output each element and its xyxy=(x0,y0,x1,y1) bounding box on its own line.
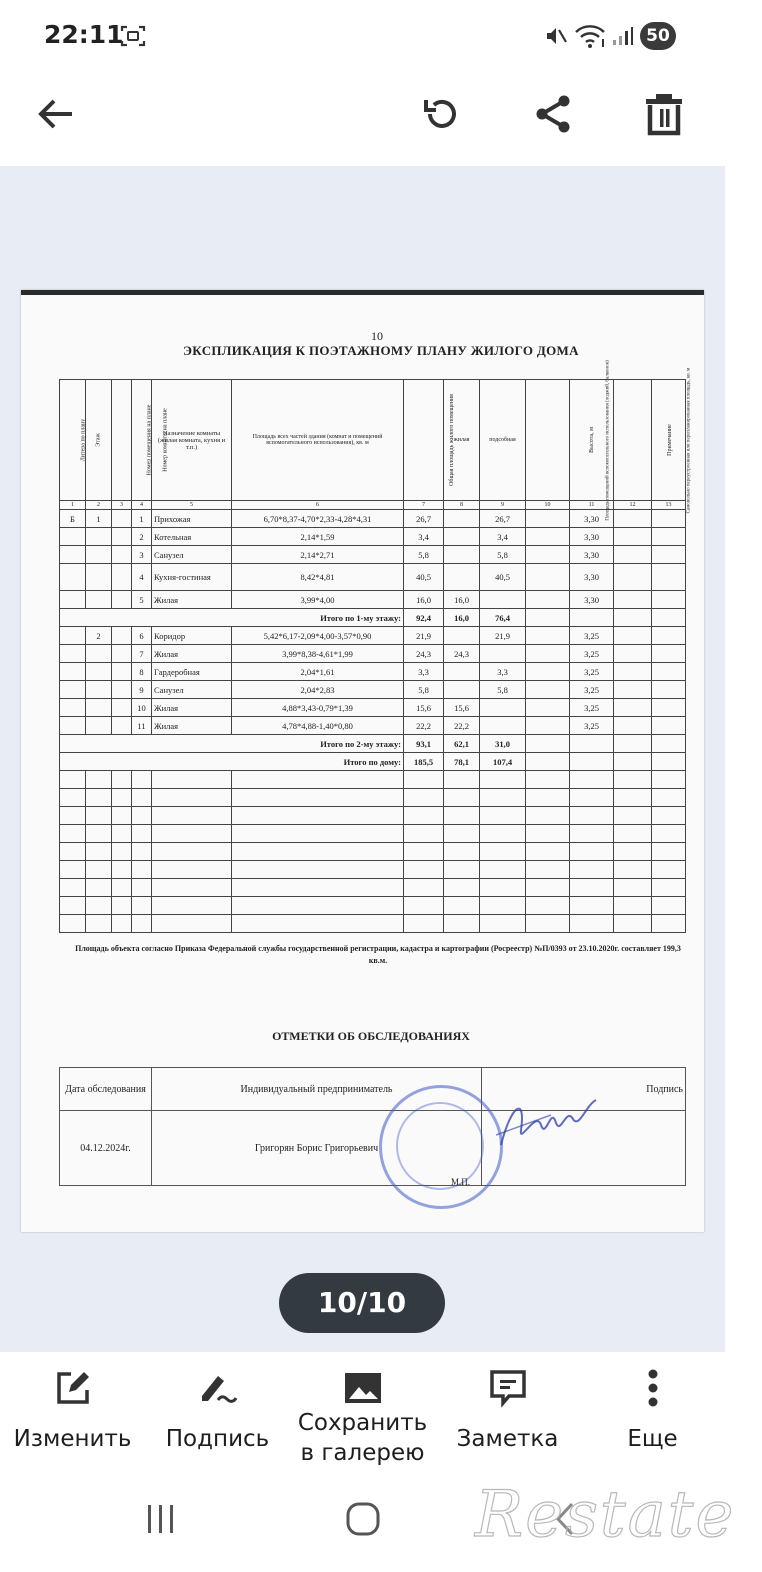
cell-height: 3,25 xyxy=(570,663,614,681)
table-row xyxy=(60,546,686,564)
column-number: 9 xyxy=(480,501,526,510)
cell-living xyxy=(444,681,480,699)
cell-litera: Б xyxy=(60,510,86,528)
cell-height: 3,25 xyxy=(570,699,614,717)
cell-floor xyxy=(86,546,112,564)
cell-floor: 1 xyxy=(86,510,112,528)
cell-formula: 2,04*1,61 xyxy=(232,663,404,681)
edit-label: Изменить xyxy=(13,1426,132,1452)
cell-empty xyxy=(652,528,686,546)
cell-formula: 4,88*3,43-0,79*1,39 xyxy=(232,699,404,717)
cell-total: 5,8 xyxy=(404,546,444,564)
document-title: ЭКСПЛИКАЦИЯ К ПОЭТАЖНОМУ ПЛАНУ ЖИЛОГО ДОМА xyxy=(183,343,579,358)
cell-empty xyxy=(526,717,570,735)
inspection-name: Григорян Борис Григорьевич xyxy=(152,1111,482,1186)
cell-name: Коридор xyxy=(152,627,232,645)
cell-litera xyxy=(60,528,86,546)
cell-empty xyxy=(112,627,132,645)
note-label: Заметка xyxy=(456,1426,559,1452)
table-row xyxy=(60,717,686,735)
table-header-row xyxy=(60,380,686,501)
cell-formula: 2,14*2,71 xyxy=(232,546,404,564)
column-number: 2 xyxy=(86,501,112,510)
cell-floor xyxy=(86,591,112,609)
col-header-unauth: Самовольно переустроенная или перепланированная площадь, кв. м xyxy=(614,380,652,501)
empty-table-row xyxy=(60,861,686,879)
wifi-icon xyxy=(574,23,608,53)
cell-total: 24,3 xyxy=(404,645,444,663)
col-header-room: Номер комнаты на плане xyxy=(132,380,152,501)
cell-empty xyxy=(614,627,652,645)
cell-total: 3,3 xyxy=(404,663,444,681)
cell-empty xyxy=(614,564,652,591)
bottom-action-bar xyxy=(0,1352,725,1482)
cell-empty xyxy=(652,699,686,717)
stamp-place-label: М.П. xyxy=(451,1177,471,1187)
cell-empty xyxy=(614,546,652,564)
total-floor2-row: Итого по 2-му этажу: 93,1 62,1 31,0 xyxy=(60,735,686,753)
cell-room: 7 xyxy=(132,645,152,663)
cell-floor xyxy=(86,564,112,591)
inspection-sign-header: Подпись xyxy=(482,1068,686,1111)
total-floor1-row: Итого по 1-му этажу: 92,4 16,0 76,4 xyxy=(60,609,686,627)
table-row xyxy=(60,663,686,681)
mute-icon xyxy=(544,25,568,51)
cell-empty xyxy=(526,564,570,591)
handwritten-signature xyxy=(491,1085,601,1165)
cell-total: 22,2 xyxy=(404,717,444,735)
cell-empty xyxy=(652,627,686,645)
empty-table-row xyxy=(60,789,686,807)
signature-button[interactable] xyxy=(145,1352,290,1482)
cell-height: 3,30 xyxy=(570,591,614,609)
edit-button[interactable] xyxy=(0,1352,145,1482)
cell-height: 3,25 xyxy=(570,645,614,663)
cell-litera xyxy=(60,591,86,609)
cell-floor xyxy=(86,681,112,699)
cell-name: Кухня-гостиная xyxy=(152,564,232,591)
cell-empty xyxy=(526,645,570,663)
cell-floor xyxy=(86,645,112,663)
cell-litera xyxy=(60,717,86,735)
cell-empty xyxy=(526,627,570,645)
cell-empty xyxy=(526,510,570,528)
cell-empty xyxy=(526,591,570,609)
inspection-ip-header: Индивидуальный предприниматель xyxy=(152,1068,482,1111)
screenshot-icon xyxy=(120,24,146,52)
cell-litera xyxy=(60,663,86,681)
stamp-seal-inner xyxy=(396,1102,484,1190)
empty-table-row xyxy=(60,807,686,825)
column-number: 11 xyxy=(570,501,614,510)
cell-room: 3 xyxy=(132,546,152,564)
cell-room: 4 xyxy=(132,564,152,591)
table-row xyxy=(60,699,686,717)
col-header-litera: Литера по плану xyxy=(60,380,86,501)
cell-aux: 21,9 xyxy=(480,627,526,645)
battery-badge: 50 xyxy=(640,22,676,50)
column-number: 1 xyxy=(60,501,86,510)
cell-aux: 3,4 xyxy=(480,528,526,546)
cell-aux: 26,7 xyxy=(480,510,526,528)
cell-empty xyxy=(112,681,132,699)
cell-name: Жилая xyxy=(152,645,232,663)
column-number: 12 xyxy=(614,501,652,510)
empty-table-row xyxy=(60,897,686,915)
signature-label: Подпись xyxy=(165,1426,270,1452)
save-to-gallery-label: Сохранить в галерею xyxy=(297,1410,428,1466)
col-header-formula: Площадь всех частей здания (комнат и помещений вспомогательного использования), кв. м xyxy=(232,380,404,501)
cell-empty xyxy=(112,717,132,735)
cell-living: 22,2 xyxy=(444,717,480,735)
delete-button[interactable] xyxy=(636,86,692,142)
cell-empty xyxy=(614,591,652,609)
col-header-living: жилая xyxy=(444,380,480,501)
cell-room: 9 xyxy=(132,681,152,699)
cell-empty xyxy=(614,510,652,528)
cell-empty xyxy=(652,645,686,663)
cell-aux: 40,5 xyxy=(480,564,526,591)
watermark-logo: Restate xyxy=(475,1478,736,1552)
more-button[interactable] xyxy=(580,1352,725,1482)
empty-table-row xyxy=(60,879,686,897)
cell-total: 40,5 xyxy=(404,564,444,591)
cell-living xyxy=(444,546,480,564)
cell-litera xyxy=(60,645,86,663)
status-time: 22:11 xyxy=(44,20,124,49)
cell-room: 5 xyxy=(132,591,152,609)
cell-height: 3,25 xyxy=(570,717,614,735)
cell-aux xyxy=(480,699,526,717)
column-number: 5 xyxy=(152,501,232,510)
cell-litera xyxy=(60,627,86,645)
rotate-icon xyxy=(420,92,464,136)
cell-empty xyxy=(526,546,570,564)
cell-empty xyxy=(112,591,132,609)
empty-table-row xyxy=(60,771,686,789)
cell-formula: 4,78*4,88-1,40*0,80 xyxy=(232,717,404,735)
cell-name: Жилая xyxy=(152,717,232,735)
inspection-date: 04.12.2024г. xyxy=(60,1111,152,1186)
cell-empty xyxy=(652,546,686,564)
column-numbers-row xyxy=(60,501,686,510)
cell-total: 3,4 xyxy=(404,528,444,546)
table-row xyxy=(60,564,686,591)
more-label: Еще xyxy=(627,1426,678,1452)
cell-room: 1 xyxy=(132,510,152,528)
cell-empty xyxy=(652,510,686,528)
column-number: 3 xyxy=(112,501,132,510)
cell-empty xyxy=(526,699,570,717)
cell-empty xyxy=(526,528,570,546)
total-house-row: Итого по дому: 185,5 78,1 107,4 xyxy=(60,753,686,771)
more-vertical-icon xyxy=(633,1368,673,1408)
cell-empty xyxy=(652,663,686,681)
cell-total: 5,8 xyxy=(404,681,444,699)
home-icon xyxy=(344,1500,382,1538)
edit-icon xyxy=(53,1368,93,1408)
cell-name: Гардеробная xyxy=(152,663,232,681)
cell-empty xyxy=(112,564,132,591)
cell-name: Прихожая xyxy=(152,510,232,528)
cell-formula: 2,14*1,59 xyxy=(232,528,404,546)
cell-empty xyxy=(112,528,132,546)
page-indicator: 10/10 xyxy=(279,1273,445,1333)
explication-table xyxy=(59,360,692,933)
table-row xyxy=(60,681,686,699)
save-to-gallery-button[interactable] xyxy=(290,1352,435,1482)
cell-aux: 5,8 xyxy=(480,546,526,564)
cell-formula: 3,99*8,38-4,61*1,99 xyxy=(232,645,404,663)
col-header-floor: Этаж xyxy=(86,380,112,501)
cell-empty xyxy=(112,663,132,681)
home-button[interactable] xyxy=(344,1500,382,1542)
cell-living: 24,3 xyxy=(444,645,480,663)
cell-total: 21,9 xyxy=(404,627,444,645)
col-header-aux-use: Площадь помещений вспомогательного использования (лоджий, балконов) xyxy=(526,380,570,501)
cell-aux: 5,8 xyxy=(480,681,526,699)
cell-formula: 2,04*2,83 xyxy=(232,681,404,699)
cell-room: 2 xyxy=(132,528,152,546)
cell-empty xyxy=(614,681,652,699)
cell-floor: 2 xyxy=(86,627,112,645)
empty-table-row xyxy=(60,843,686,861)
cell-litera xyxy=(60,546,86,564)
cell-room: 8 xyxy=(132,663,152,681)
cell-name: Котельная xyxy=(152,528,232,546)
cell-floor xyxy=(86,528,112,546)
recent-apps-button[interactable] xyxy=(144,1502,178,1540)
column-number: 8 xyxy=(444,501,480,510)
cell-empty xyxy=(526,681,570,699)
cell-name: Жилая xyxy=(152,591,232,609)
image-icon xyxy=(343,1368,383,1408)
cell-empty xyxy=(614,699,652,717)
col-header-total-area: Общая площадь жилого помещения xyxy=(404,380,444,501)
col-header-height: Высота, м xyxy=(570,380,614,501)
cell-litera xyxy=(60,681,86,699)
cell-living xyxy=(444,564,480,591)
cell-formula: 3,99*4,00 xyxy=(232,591,404,609)
cell-empty xyxy=(614,717,652,735)
empty-table-row xyxy=(60,915,686,933)
note-icon xyxy=(488,1368,528,1408)
cell-aux xyxy=(480,591,526,609)
cell-empty xyxy=(614,663,652,681)
arrow-left-icon xyxy=(36,94,76,134)
table-row xyxy=(60,510,686,528)
area-footnote: Площадь объекта согласно Приказа Федеральной службы государственной регистрации, кадастра и картографии (Росреестр) №П/0393 от 23.10.2020г. составляет 199,3 кв.м. xyxy=(75,944,681,965)
cell-empty xyxy=(652,591,686,609)
cell-height: 3,30 xyxy=(570,528,614,546)
cell-empty xyxy=(652,717,686,735)
empty-table-row xyxy=(60,825,686,843)
cell-room: 6 xyxy=(132,627,152,645)
table-row xyxy=(60,591,686,609)
cell-empty xyxy=(652,681,686,699)
cell-height: 3,30 xyxy=(570,564,614,591)
column-number: 6 xyxy=(232,501,404,510)
cell-formula: 5,42*6,17-2,09*4,00-3,57*0,90 xyxy=(232,627,404,645)
cell-living: 15,6 xyxy=(444,699,480,717)
cell-living xyxy=(444,627,480,645)
cell-litera xyxy=(60,564,86,591)
cell-empty xyxy=(614,645,652,663)
cell-name: Жилая xyxy=(152,699,232,717)
col-header-name: Назначение комнаты (жилая комната, кухня и т.п.) xyxy=(152,380,232,501)
cell-aux: 3,3 xyxy=(480,663,526,681)
rotate-button[interactable] xyxy=(414,86,470,142)
cell-total: 26,7 xyxy=(404,510,444,528)
cell-formula: 6,70*8,37-4,70*2,33-4,28*4,31 xyxy=(232,510,404,528)
inspections-title: ОТМЕТКИ ОБ ОБСЛЕДОВАНИЯХ xyxy=(272,1029,470,1043)
col-header-apt: Номер помещения на плане xyxy=(112,380,132,501)
cell-floor xyxy=(86,699,112,717)
cell-total: 15,6 xyxy=(404,699,444,717)
col-header-note: Примечание xyxy=(652,380,686,501)
cell-empty xyxy=(652,564,686,591)
cell-name: Санузел xyxy=(152,681,232,699)
cell-living xyxy=(444,528,480,546)
cell-aux xyxy=(480,717,526,735)
cell-empty xyxy=(112,645,132,663)
cell-total: 16,0 xyxy=(404,591,444,609)
column-number: 13 xyxy=(652,501,686,510)
column-number: 4 xyxy=(132,501,152,510)
cell-empty xyxy=(112,546,132,564)
cell-room: 11 xyxy=(132,717,152,735)
cell-name: Санузел xyxy=(152,546,232,564)
cell-room: 10 xyxy=(132,699,152,717)
cell-floor xyxy=(86,717,112,735)
share-button[interactable] xyxy=(526,86,582,142)
cell-aux xyxy=(480,645,526,663)
cell-height: 3,25 xyxy=(570,627,614,645)
signal-icon xyxy=(612,26,634,50)
cell-living: 16,0 xyxy=(444,591,480,609)
cell-empty xyxy=(526,663,570,681)
col-header-aux: подсобная xyxy=(480,380,526,501)
cell-living xyxy=(444,510,480,528)
app-bar xyxy=(0,72,725,164)
cell-living xyxy=(444,663,480,681)
document-photo xyxy=(21,290,704,1232)
page-number: 10 xyxy=(371,329,383,343)
inspection-date-header: Дата обследования xyxy=(60,1068,152,1111)
column-number: 7 xyxy=(404,501,444,510)
status-bar xyxy=(0,0,725,72)
note-button[interactable] xyxy=(435,1352,580,1482)
cell-height: 3,30 xyxy=(570,510,614,528)
share-icon xyxy=(532,92,576,136)
cell-height: 3,25 xyxy=(570,681,614,699)
cell-height: 3,30 xyxy=(570,546,614,564)
recent-apps-icon xyxy=(144,1502,178,1536)
cell-formula: 8,42*4,81 xyxy=(232,564,404,591)
cell-empty xyxy=(614,528,652,546)
cell-empty xyxy=(112,510,132,528)
cell-litera xyxy=(60,699,86,717)
back-button[interactable] xyxy=(28,86,84,142)
column-number: 10 xyxy=(526,501,570,510)
signature-pen-icon xyxy=(198,1368,238,1408)
table-row xyxy=(60,528,686,546)
cell-empty xyxy=(112,699,132,717)
table-row xyxy=(60,645,686,663)
trash-icon xyxy=(642,91,686,137)
cell-floor xyxy=(86,663,112,681)
table-row xyxy=(60,627,686,645)
